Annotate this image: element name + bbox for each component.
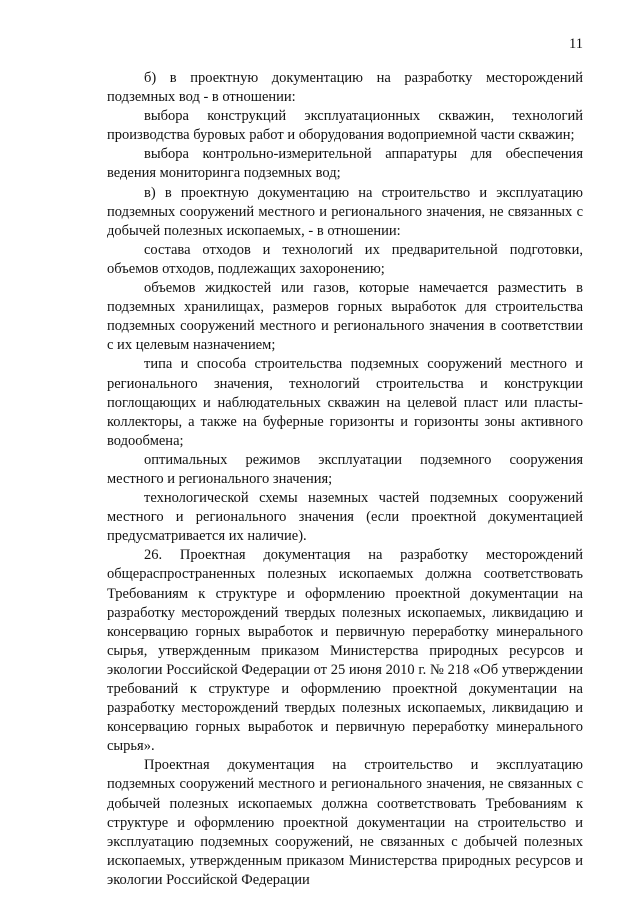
paragraph: технологической схемы наземных частей подземных сооружений местного и регионального значения (если проектной документацией предусматривается их наличие). <box>107 490 583 545</box>
paragraph: Проектная документация на строительство и эксплуатацию подземных сооружений местного и регионального значения, не связанных с добычей полезных ископаемых должна соответствовать Требованиям к структуре и оформлению проектной документации на строительство и эксплуатацию подземных сооружений, не связанных с добычей полезных ископаемых, утвержденным приказом Министерства природных ресурсов и экологии Российской Федерации <box>107 757 583 888</box>
paragraph: объемов жидкостей или газов, которые намечается разместить в подземных хранилищах, размеров горных выработок для строительства подземных сооружений местного и регионального значения в соответствии с их целевым назначением; <box>107 280 583 354</box>
document-body <box>107 69 583 890</box>
page-number: 11 <box>569 36 583 52</box>
paragraph: оптимальных режимов эксплуатации подземного сооружения местного и регионального значения; <box>107 451 583 487</box>
paragraph: выбора конструкций эксплуатационных скважин, технологий производства буровых работ и оборудования водоприемной части скважин; <box>107 108 583 144</box>
paragraph: в) в проектную документацию на строительство и эксплуатацию подземных сооружений местного и регионального значения, не связанных с добычей полезных ископаемых, - в отношении: <box>107 184 583 239</box>
paragraph: типа и способа строительства подземных сооружений местного и регионального значения, технологий строительства и конструкции поглощающих и наблюдательных скважин на целевой пласт или пласты-коллекторы, а также на буферные горизонты и горизонты зоны активного водообмена; <box>107 356 583 449</box>
paragraph: 26. Проектная документация на разработку месторождений общераспространенных полезных ископаемых должна соответствовать Требованиям к структуре и оформлению проектной документации на разработку месторождений твердых полезных ископаемых, ликвидацию и консервацию горных выработок и первичную переработку минерального сырья, утвержденным приказом Министерства природных ресурсов и экологии Российской Федерации от 25 июня 2010 г. № 218 «Об утверждении требований к структуре и оформлению проектной документации на разработку месторождений твердых полезных ископаемых, ликвидацию и консервацию горных выработок и первичную переработку минерального сырья». <box>107 547 583 755</box>
paragraph: б) в проектную документацию на разработку месторождений подземных вод - в отношении: <box>107 70 583 106</box>
paragraph: выбора контрольно-измерительной аппаратуры для обеспечения ведения мониторинга подземных вод; <box>107 146 583 182</box>
paragraph: состава отходов и технологий их предварительной подготовки, объемов отходов, подлежащих захоронению; <box>107 241 583 277</box>
